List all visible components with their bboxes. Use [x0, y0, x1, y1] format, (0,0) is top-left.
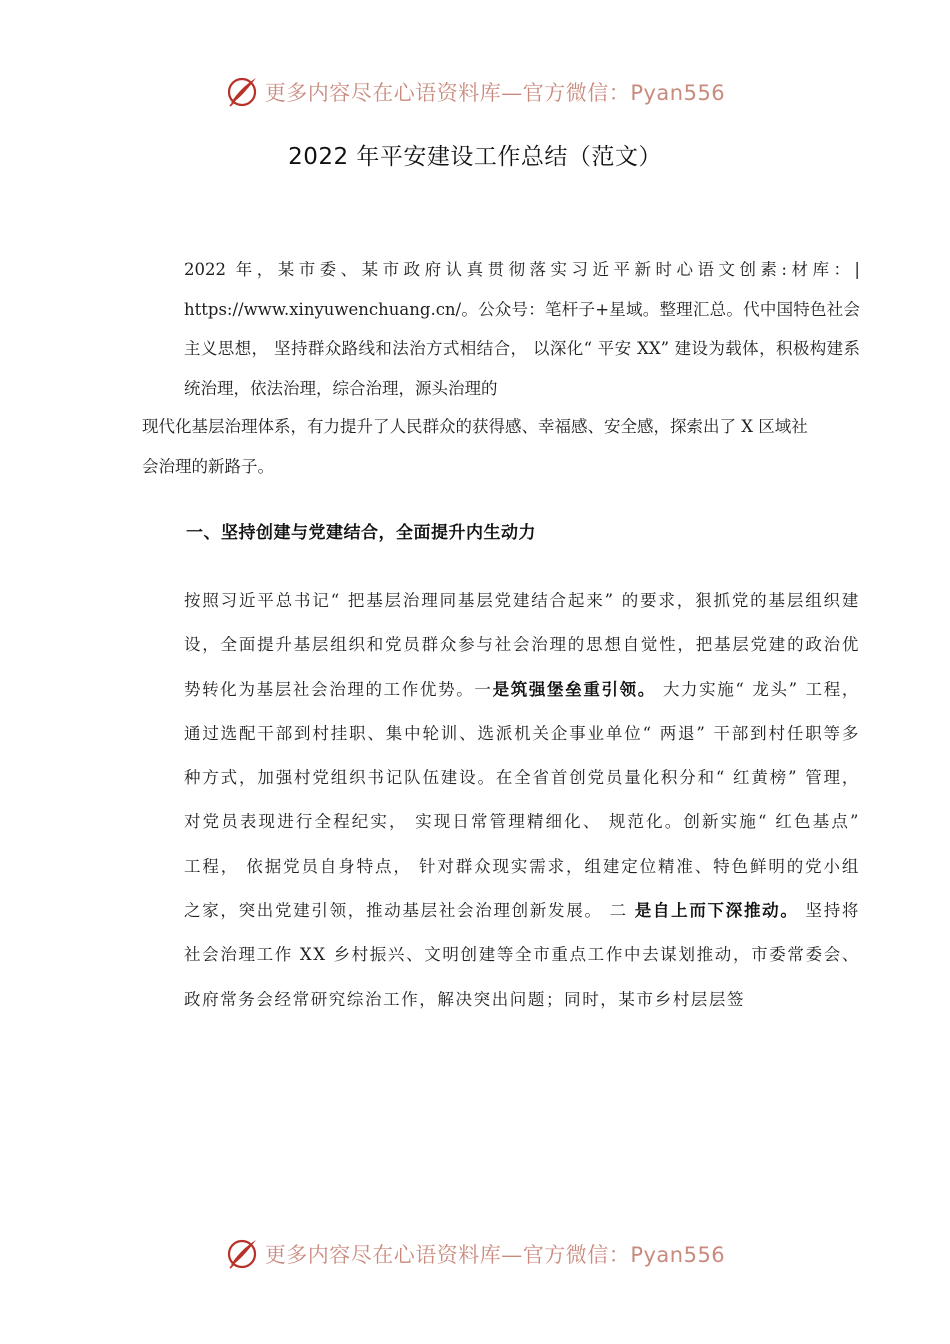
banner-text: 更多内容尽在心语资料库—官方微信：Pyan556: [264, 1243, 726, 1267]
intro-paragraph-continued: 现代化基层治理体系，有力提升了人民群众的获得感、幸福感、安全感，探索出了 X 区域社会治理的新路子。: [142, 417, 808, 476]
quill-pen-logo-icon: [225, 1237, 259, 1271]
document-title: 2022 年平安建设工作总结（范文）: [288, 144, 662, 170]
banner-text: 更多内容尽在心语资料库—官方微信：Pyan556: [264, 81, 726, 105]
section-heading: 一、坚持创建与党建结合，全面提升内生动力: [186, 523, 536, 543]
body-text: 按照习近平总书记“ 把基层治理同基层党建结合起来” 的要求，狠抓党的基层组织建设，全面提升基层组织和党员群众参与社会治理的思想自觉性，把基层党建的政治优势转化为基层社会治理的工作优势。一: [184, 591, 860, 699]
footer-banner: [0, 1232, 950, 1276]
body-text: 大力实施“ 龙头” 工程， 通过选配干部到村挂职、集中轮训、选派机关企事业单位“ 两退” 干部到村任职等多种方式，加强村党组织书记队伍建设。在全省首创党员量化积分和“ 红黄榜” 管理， 对党员表现进行全程纪实， 实现日常管理精细化、 规范化。创新实施“ 红色基点” 工程， 依据党员自身特点， 针对群众现实需求，组建定位精准、特色鲜明的党小组之家，突出党建引领，推动基层社会治理创新发展。 二: [184, 679, 860, 921]
intro-paragraph: 2022 年，某市委、某市政府认真贯彻落实习近平新时心语文创素:材库：| https://www.xinyuwenchuang.cn/。公众号：笔杆子+星域。整理汇总。代中国特色社会主义思想， 坚持群众路线和法治方式相结合， 以深化“ 平安 XX” 建设为载体，积极构建系统治理，依法治理，综合治理，源头治理的: [184, 260, 860, 398]
section-body-paragraph: [142, 579, 860, 1022]
wechat-id: Pyan556: [630, 81, 726, 105]
bold-phrase: 是自上而下深推动。: [634, 901, 799, 921]
wechat-id: Pyan556: [630, 1243, 726, 1267]
body-text: 坚持将社会治理工作 XX 乡村振兴、文明创建等全市重点工作中去谋划推动，市委常委会、政府常务会经常研究综治工作，解决突出问题；同时，某市乡村层层签: [184, 901, 860, 1009]
quill-pen-logo-icon: [225, 75, 259, 109]
header-banner: [0, 70, 950, 114]
bold-phrase: 是筑强堡垒重引领。: [492, 679, 656, 699]
